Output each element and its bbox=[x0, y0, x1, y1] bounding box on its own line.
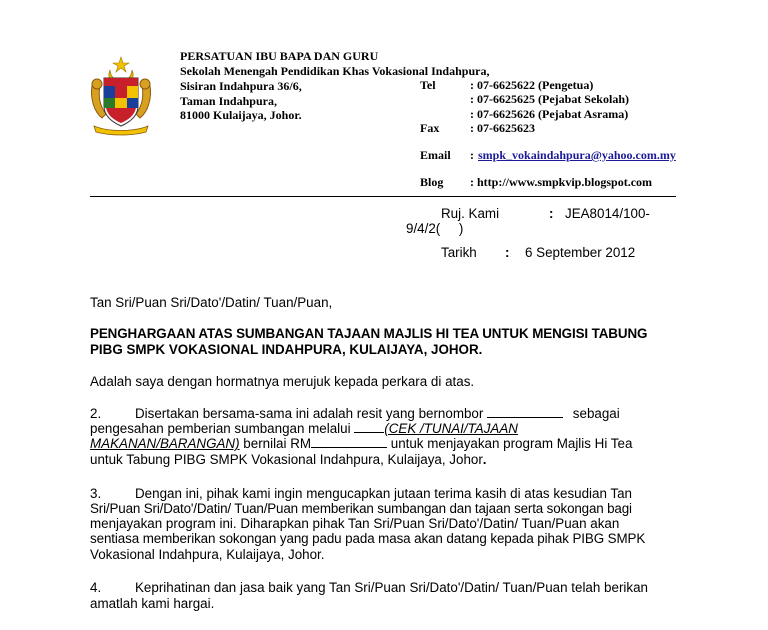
p2-line-4-period: . bbox=[482, 452, 487, 467]
p2-line-1-end: sebagai bbox=[572, 406, 620, 421]
date-colon: : bbox=[505, 245, 510, 260]
p4-line-1: Keprihatinan dan jasa baik yang Tan Sri/Puan Sri/Dato'/Datin/ Tuan/Puan telah berikan bbox=[135, 580, 648, 595]
amount-blank bbox=[311, 436, 387, 448]
address-line-3: Taman Indahpura, bbox=[180, 94, 277, 108]
address-line-1: Sekolah Menengah Pendidikan Khas Vokasional Indahpura, bbox=[180, 64, 490, 78]
p2-line-3-end: untuk menjayakan program Majlis Hi Tea bbox=[390, 436, 633, 451]
p2-line-1 bbox=[135, 406, 620, 421]
method-blank bbox=[354, 421, 384, 433]
email-colon: : bbox=[470, 148, 474, 162]
p3-line-1: Dengan ini, pihak kami ingin mengucapkan jutaan terima kasih di atas kesudian Tan bbox=[135, 486, 632, 501]
coat-of-arms-logo bbox=[88, 56, 154, 136]
subject-line-2: PIBG SMPK VOKASIONAL INDAHPURA, KULAIJAYA, JOHOR. bbox=[90, 342, 483, 357]
ruj-colon: : bbox=[549, 206, 554, 221]
address-line-2: Sisiran Indahpura 36/6, bbox=[180, 79, 302, 93]
p2-line-4 bbox=[90, 452, 487, 467]
p2-line-1-text: Disertakan bersama-sama ini adalah resit yang bernombor bbox=[135, 406, 484, 421]
p3-line-3: menjayakan program ini. Diharapkan pihak Tan Sri/Puan Sri/Dato'/Datin/ Tuan/Puan akan bbox=[90, 516, 620, 531]
p3-number: 3. bbox=[90, 486, 102, 501]
email-link[interactable]: smpk_vokaindahpura@yahoo.com.my bbox=[478, 148, 676, 162]
header-divider bbox=[90, 196, 676, 197]
fax-value: : 07-6625623 bbox=[470, 121, 535, 135]
p2-line-2 bbox=[90, 421, 518, 436]
p2-line-2-text: pengesahan pemberian sumbangan melalui bbox=[90, 421, 351, 436]
receipt-number-blank bbox=[487, 406, 563, 418]
p2-number: 2. bbox=[90, 406, 102, 421]
blog-value[interactable]: : http://www.smpkvip.blogspot.com bbox=[470, 175, 653, 189]
blog-label: Blog bbox=[420, 175, 444, 189]
tel-label: Tel bbox=[420, 78, 436, 92]
paragraph-1: Adalah saya dengan hormatnya merujuk kepada perkara di atas. bbox=[90, 374, 475, 389]
p2-amount-label: bernilai RM bbox=[243, 436, 312, 451]
ruj-value: JEA8014/100- bbox=[565, 206, 650, 221]
p4-number: 4. bbox=[90, 580, 102, 595]
p3-line-5: Vokasional Indahpura, Kulaijaya, Johor. bbox=[90, 547, 325, 562]
payment-method-options-cont: MAKANAN/BARANGAN) bbox=[90, 436, 240, 451]
tel-pejabat-asrama: : 07-6625626 (Pejabat Asrama) bbox=[470, 107, 629, 121]
address-line-4: 81000 Kulaijaya, Johor. bbox=[180, 108, 302, 122]
ruj-label: Ruj. Kami bbox=[441, 206, 500, 221]
email-label: Email bbox=[420, 148, 451, 162]
p2-line-4-text: untuk Tabung PIBG SMPK Vokasional Indahpura, Kulaijaya, Johor bbox=[90, 452, 483, 467]
p3-line-2: Sri/Puan Sri/Dato'/Datin/ Tuan/Puan memberikan sumbangan dan tajaan serta sokongan bagi bbox=[90, 501, 632, 516]
tel-pejabat-sekolah: : 07-6625625 (Pejabat Sekolah) bbox=[470, 92, 629, 106]
tel-pengetua: : 07-6625622 (Pengetua) bbox=[470, 78, 594, 92]
date-label: Tarikh bbox=[441, 245, 477, 260]
p3-line-4: sentiasa memberikan sokongan yang padu pada masa akan datang kepada pihak PIBG SMPK bbox=[90, 531, 646, 546]
p4-line-2: amatlah kami hargai. bbox=[90, 596, 215, 611]
p2-line-3 bbox=[90, 436, 632, 451]
subject-line-1: PENGHARGAAN ATAS SUMBANGAN TAJAAN MAJLIS HI TEA UNTUK MENGISI TABUNG bbox=[90, 326, 648, 341]
ruj-value-cont: 9/4/2( ) bbox=[406, 221, 464, 236]
org-name: PERSATUAN IBU BAPA DAN GURU bbox=[180, 49, 379, 63]
date-value: 6 September 2012 bbox=[525, 245, 636, 260]
payment-method-options: (CEK /TUNAI/TAJAAN bbox=[384, 421, 518, 436]
salutation: Tan Sri/Puan Sri/Dato'/Datin/ Tuan/Puan, bbox=[90, 295, 333, 310]
fax-label: Fax bbox=[420, 121, 440, 135]
